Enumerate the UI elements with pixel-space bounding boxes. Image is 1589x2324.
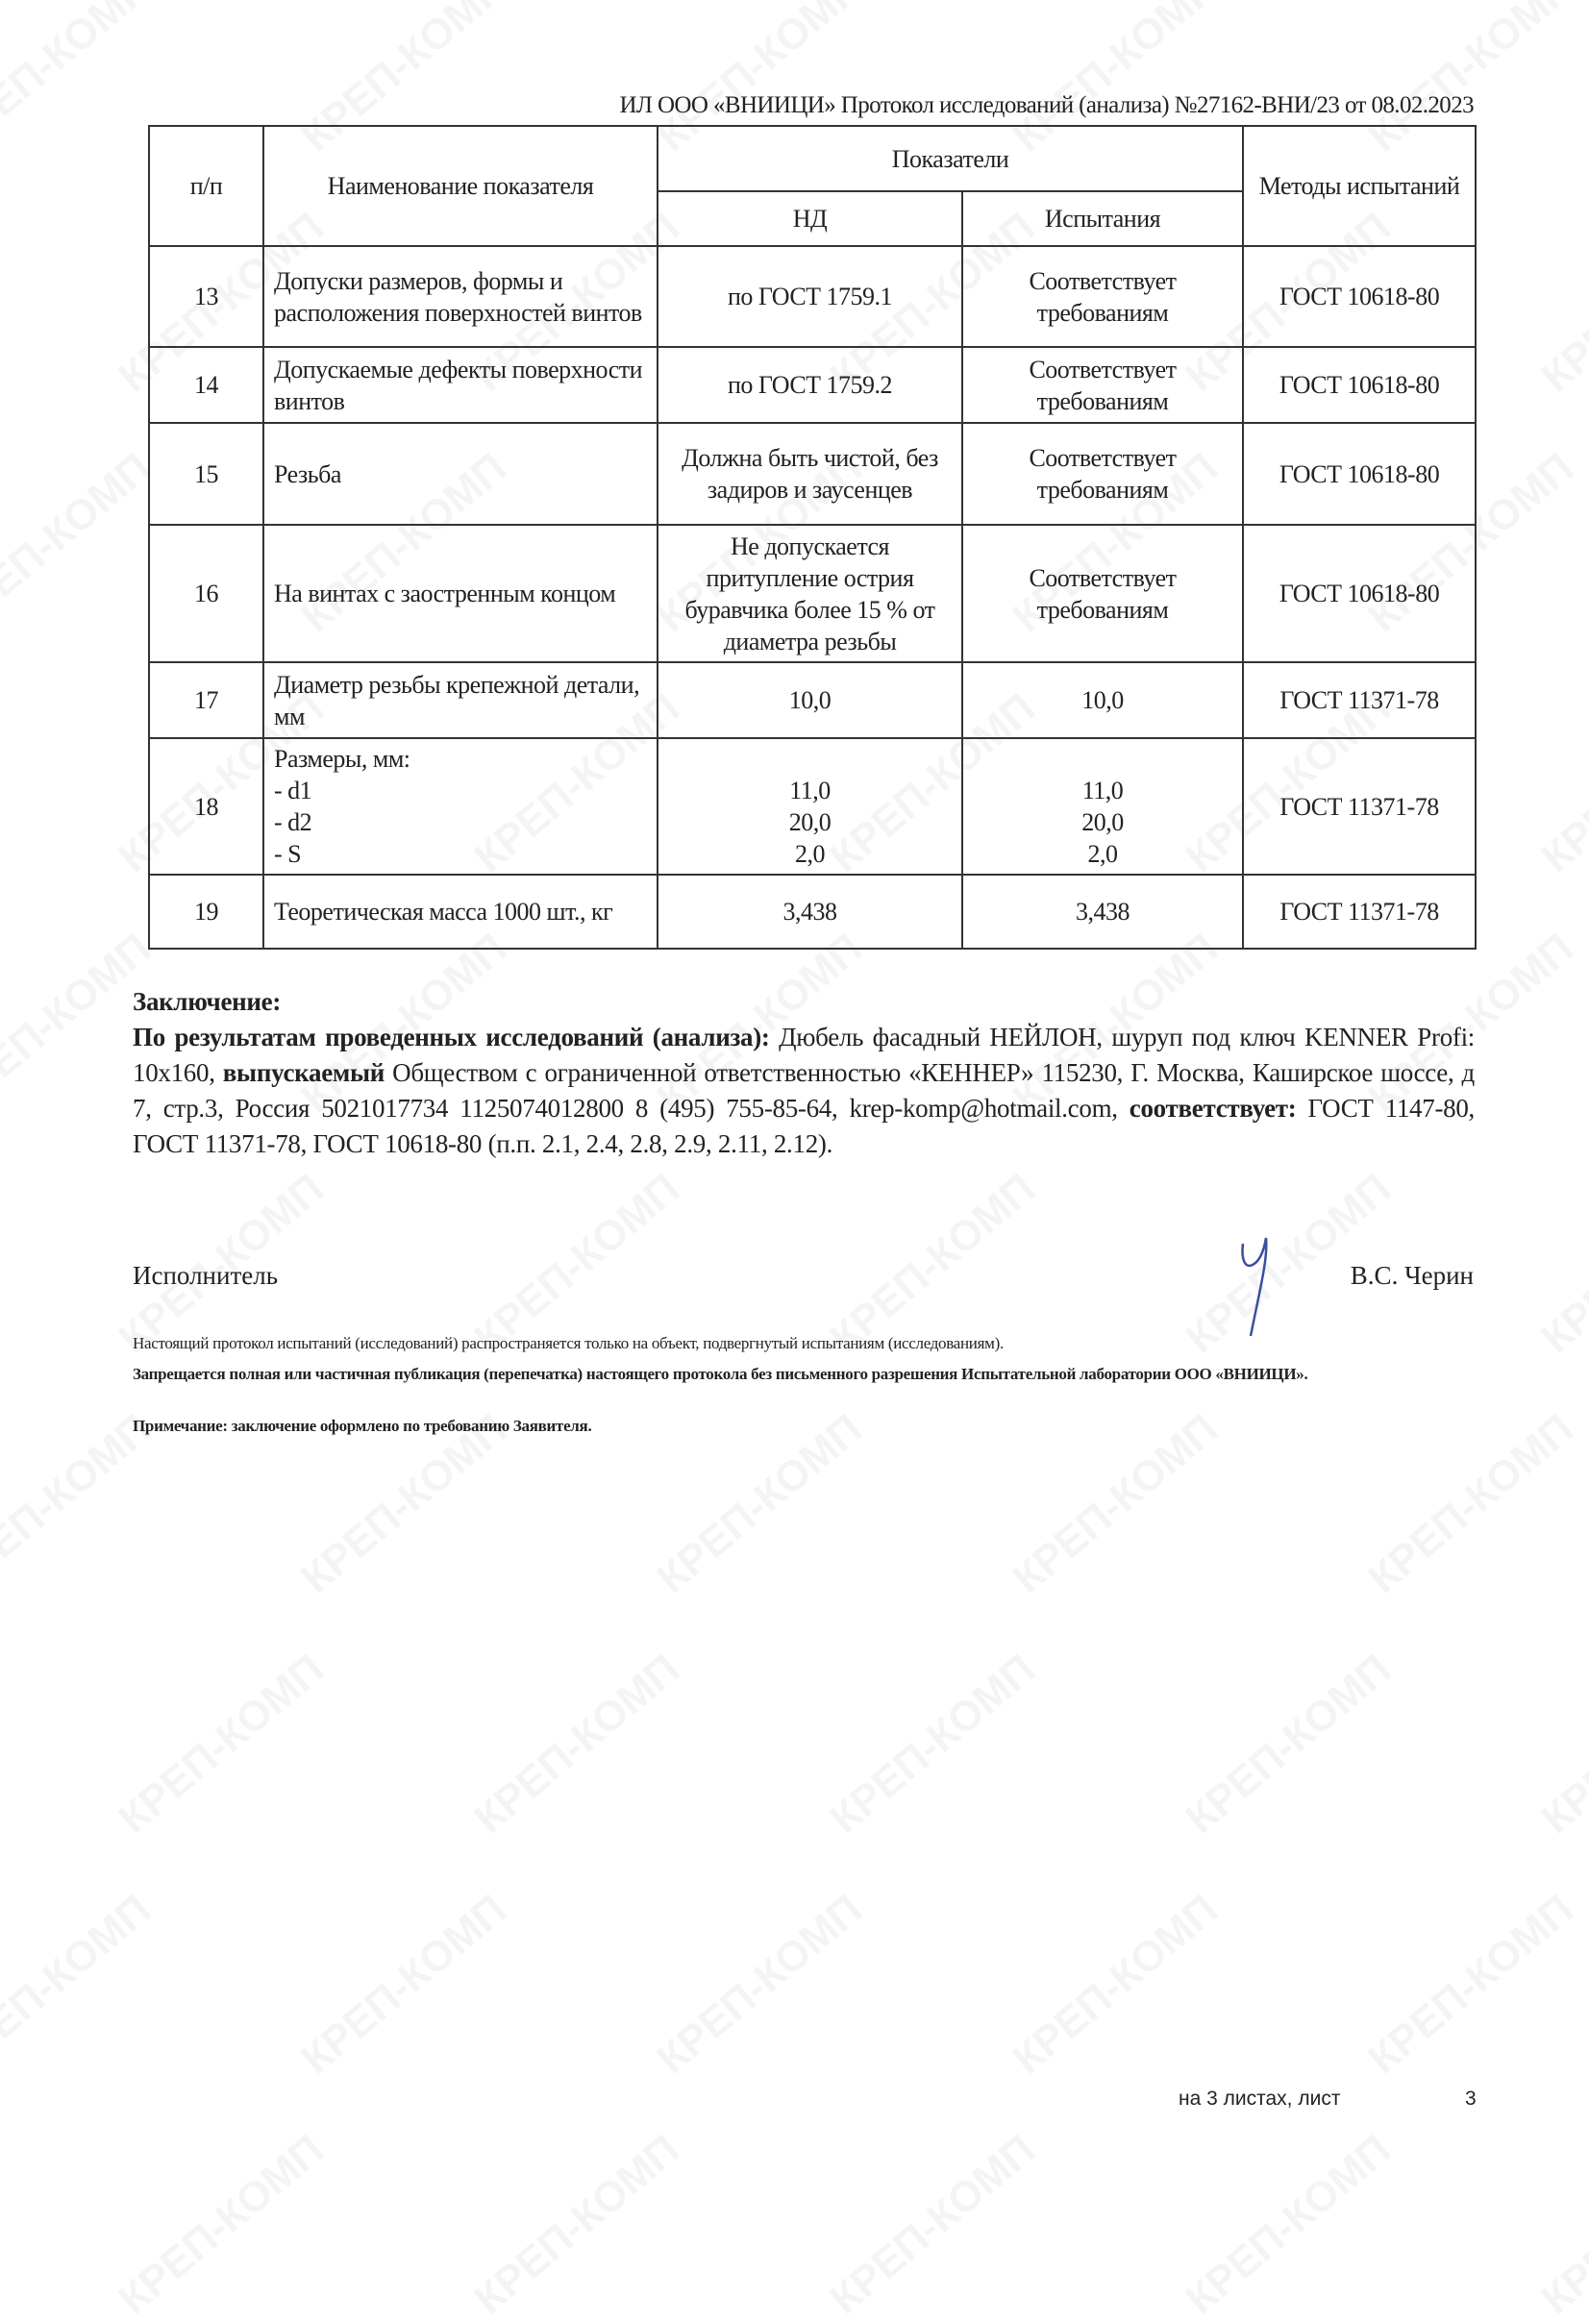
executor-label: Исполнитель: [133, 1261, 279, 1290]
watermark: [1532, 2126, 1589, 2324]
cell-text: по ГОСТ 1759.1: [727, 283, 893, 310]
col-group-header: Показатели: [658, 126, 1243, 191]
watermark: [0, 0, 161, 161]
test-value: [962, 246, 1243, 347]
watermark: [1532, 1165, 1589, 1363]
cell-text: Допуски размеров, формы и расположения поверхностей винтов: [274, 266, 642, 327]
cell-text: 19: [194, 898, 218, 926]
cell-text: Не допускается притупление острия буравчика более 15 % от диаметра резьбы: [684, 532, 935, 655]
table-row: [149, 423, 1476, 525]
nd-value: [658, 662, 962, 738]
cell-text: Соответствует требованиям: [1029, 266, 1177, 327]
cell-text: Соответствует требованиям: [1029, 444, 1177, 504]
cell-line: - d2: [274, 808, 312, 836]
cell-line: 2,0: [795, 840, 825, 868]
cell-text: Соответствует требованиям: [1029, 563, 1177, 624]
test-value: [962, 738, 1243, 875]
col-method-header: Методы испытаний: [1243, 126, 1476, 246]
watermark: [0, 1886, 161, 2084]
conclusion-text: Обществом с ограниченной ответственностью «КЕННЕР» 115230, Г. Москва, Каширское шоссе, д 7, стр.3, Россия 5021017734 1125074012800 8 (495) 755-85-64, krep-komp@hotmail.com,: [133, 1058, 1475, 1123]
conclusion-text: ГОСТ 1147-80, ГОСТ 11371-78, ГОСТ 10618-80 (п.п. 2.1, 2.4, 2.8, 2.9, 2.11, 2.12).: [133, 1094, 1475, 1158]
cell-text: ГОСТ 10618-80: [1279, 459, 1440, 488]
cell-line: 20,0: [1081, 808, 1124, 836]
watermark: [1359, 1405, 1582, 1603]
cell-text: 14: [194, 371, 218, 399]
indicator-name: [263, 738, 658, 875]
cell-text: 3,438: [782, 898, 837, 926]
method-value: [1243, 738, 1476, 875]
watermark: [1177, 1645, 1400, 1843]
method-value: [1243, 525, 1476, 662]
watermark: [821, 2126, 1044, 2324]
cell-text: 13: [194, 283, 218, 310]
method-value: [1243, 875, 1476, 949]
method-value: [1243, 423, 1476, 525]
table-row: [149, 347, 1476, 423]
indicator-name: [263, 423, 658, 525]
watermark: [1532, 204, 1589, 402]
nd-value: [658, 246, 962, 347]
test-value: [962, 423, 1243, 525]
watermark: [648, 1405, 871, 1603]
watermark: [292, 1886, 515, 2084]
page-number: 3: [1465, 2088, 1477, 2110]
cell-text: Резьба: [274, 459, 341, 488]
note-prohibition: Запрещается полная или частичная публикация (перепечатка) настоящего протокола без письменного разрешения Испытательной лаборатории ООО «ВНИИЦИ».: [133, 1365, 1308, 1383]
table-row: [149, 662, 1476, 738]
conclusion-lead: По результатам проведенных исследований (анализа):: [133, 1023, 770, 1051]
nd-value: [658, 347, 962, 423]
row-number: [149, 246, 263, 347]
col-nd-header: НД: [658, 191, 962, 246]
watermark: [1532, 684, 1589, 882]
row-number: [149, 423, 263, 525]
watermark: [465, 2126, 688, 2324]
conclusion-text: Дюбель фасадный НЕЙЛОН, шуруп под ключ KENNER Profi: 10х160,: [133, 1023, 1475, 1087]
cell-text: ГОСТ 11371-78: [1279, 686, 1439, 714]
watermark: [110, 1645, 333, 1843]
results-table: [148, 125, 1477, 950]
watermark: [1177, 2126, 1400, 2324]
watermark: [1532, 1645, 1589, 1843]
col-num-header: п/п: [149, 126, 263, 246]
cell-text: 10,0: [1081, 686, 1124, 714]
cell-text: Допускаемые дефекты поверхности винтов: [274, 355, 643, 415]
cell-text: Соответствует требованиям: [1029, 355, 1177, 415]
indicator-name: [263, 347, 658, 423]
cell-text: ГОСТ 10618-80: [1279, 283, 1440, 310]
watermark: [0, 444, 161, 642]
cell-line: Размеры, мм:: [274, 745, 410, 773]
cell-text: 3,438: [1076, 898, 1130, 926]
handwritten-signature: [1235, 1230, 1283, 1346]
watermark: [465, 1645, 688, 1843]
cell-text: 18: [194, 792, 218, 821]
cell-text: ГОСТ 10618-80: [1279, 371, 1440, 399]
cell-text: 16: [194, 580, 218, 607]
col-test-header: Испытания: [962, 191, 1243, 246]
cell-text: Диаметр резьбы крепежной детали, мм: [274, 670, 640, 730]
cell-text: ГОСТ 11371-78: [1279, 898, 1439, 926]
watermark: [821, 1645, 1044, 1843]
method-value: [1243, 347, 1476, 423]
nd-value: [658, 875, 962, 949]
cell-text: 17: [194, 686, 218, 714]
indicator-name: [263, 525, 658, 662]
nd-value: [658, 738, 962, 875]
conclusion-bold: соответствует:: [1129, 1094, 1297, 1123]
table-row: [149, 875, 1476, 949]
signer-name: В.С. Черин: [1350, 1261, 1474, 1290]
conclusion-title: Заключение:: [133, 987, 282, 1016]
cell-line: 2,0: [1087, 840, 1118, 868]
method-value: [1243, 662, 1476, 738]
test-value: [962, 347, 1243, 423]
watermark: [648, 1886, 871, 2084]
indicator-name: [263, 662, 658, 738]
test-value: [962, 525, 1243, 662]
method-value: [1243, 246, 1476, 347]
conclusion-bold: выпускаемый: [222, 1058, 385, 1087]
cell-line: - S: [274, 840, 302, 868]
row-number: [149, 525, 263, 662]
col-name-header: Наименование показателя: [263, 126, 658, 246]
nd-value: [658, 423, 962, 525]
table-row: [149, 738, 1476, 875]
row-number: [149, 875, 263, 949]
test-value: [962, 662, 1243, 738]
test-value: [962, 875, 1243, 949]
watermark: [1004, 1405, 1227, 1603]
cell-text: по ГОСТ 1759.2: [727, 371, 893, 399]
indicator-name: [263, 875, 658, 949]
table-row: [149, 525, 1476, 662]
row-number: [149, 662, 263, 738]
note-scope: Настоящий протокол испытаний (исследований) распространяется только на объект, подвергнутый испытаниям (исследованиям).: [133, 1334, 1004, 1352]
indicator-name: [263, 246, 658, 347]
row-number: [149, 347, 263, 423]
cell-line: - d1: [274, 777, 312, 804]
page-count: на 3 листах, лист: [1179, 2088, 1341, 2110]
cell-text: 15: [194, 459, 218, 488]
cell-text: Теоретическая масса 1000 шт., кг: [274, 898, 613, 926]
cell-text: 10,0: [788, 686, 832, 714]
watermark: [1004, 1886, 1227, 2084]
cell-line: 11,0: [789, 777, 831, 804]
cell-text: Должна быть чистой, без задиров и заусенцев: [682, 444, 938, 504]
nd-value: [658, 525, 962, 662]
watermark: [110, 2126, 333, 2324]
cell-line: 20,0: [788, 808, 832, 836]
cell-line: 11,0: [1081, 777, 1124, 804]
cell-text: ГОСТ 11371-78: [1279, 792, 1439, 821]
table-row: [149, 246, 1476, 347]
cell-text: На винтах с заостренным концом: [274, 580, 616, 607]
document-header: ИЛ ООО «ВНИИЦИ» Протокол исследований (анализа) №27162-ВНИ/23 от 08.02.2023: [619, 92, 1474, 118]
watermark: [1359, 1886, 1582, 2084]
cell-text: ГОСТ 10618-80: [1279, 580, 1440, 607]
note-remark: Примечание: заключение оформлено по требованию Заявителя.: [133, 1417, 592, 1435]
row-number: [149, 738, 263, 875]
conclusion: [133, 984, 1475, 1162]
